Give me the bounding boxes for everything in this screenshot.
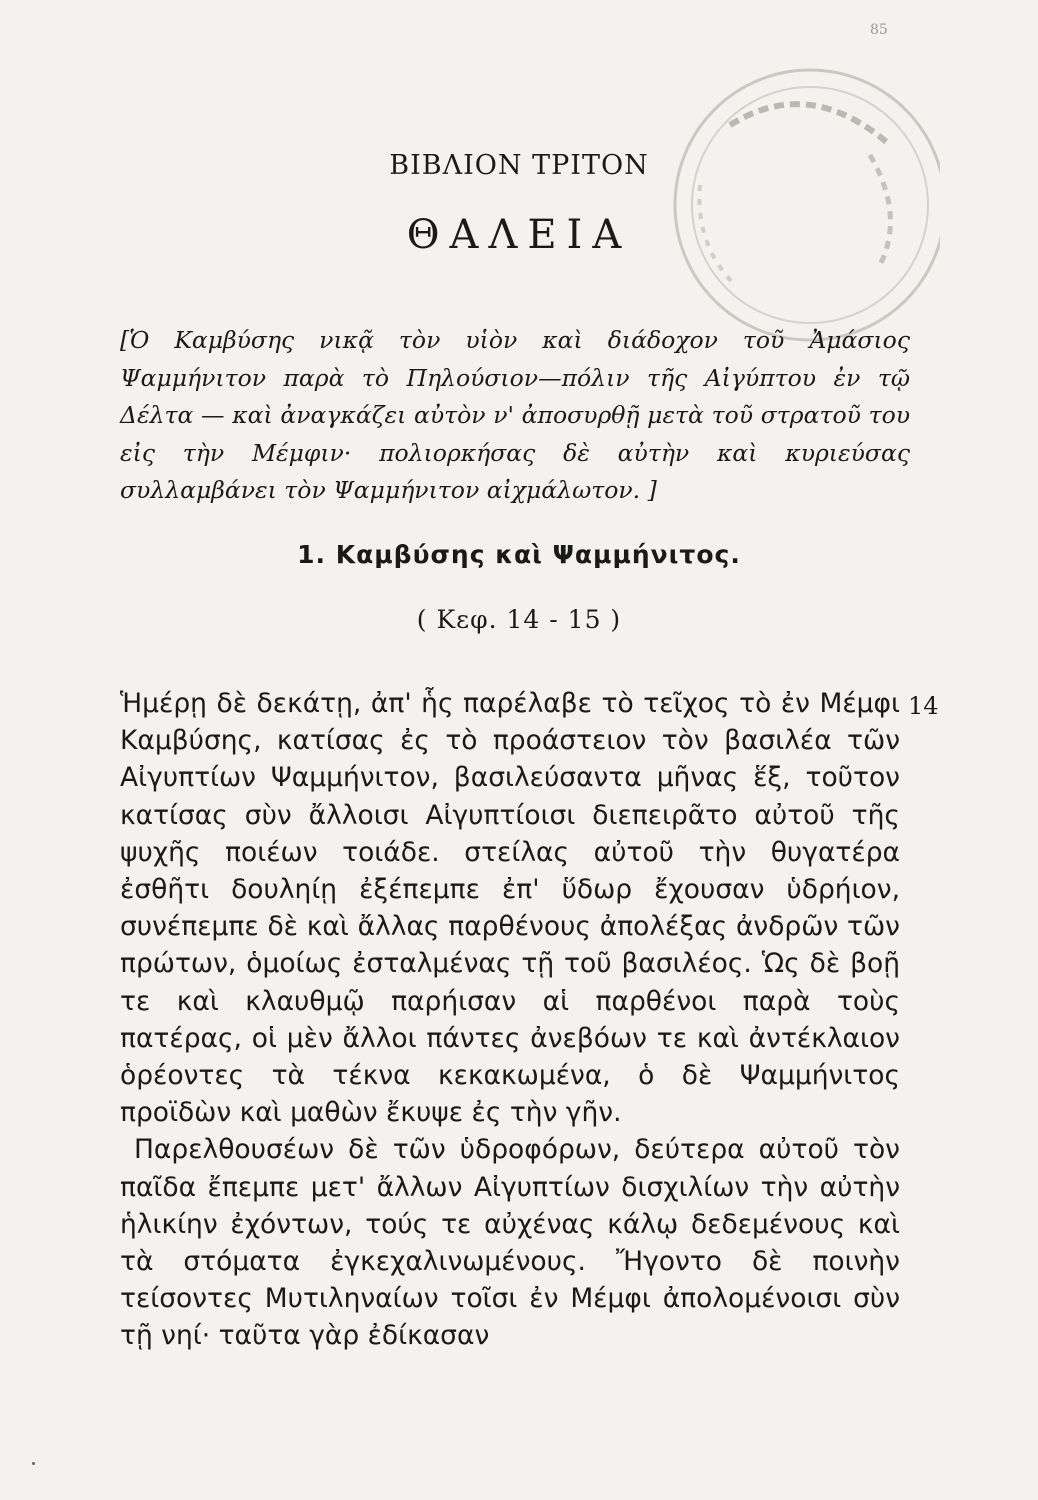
- main-text: [120, 685, 900, 1355]
- part-title: ΘΑΛΕΙΑ: [406, 212, 632, 258]
- margin-chapter-number: 14: [908, 692, 939, 720]
- library-stamp: [640, 55, 940, 355]
- summary-text: [Ὁ Καμβύσης νικᾷ τὸν υἱὸν καὶ διάδοχον τοῦ Ἀμάσιος Ψαμμήνιτον παρὰ τὸ Πηλούσιον—πόλιν τῆς Αἰγύπτου ἐν τῷ Δέλτα — καὶ ἀναγκάζει αὐτὸν ν' ἀποσυρθῇ μετὰ τοῦ στρατοῦ του εἰς τὴν Μέμφιν· πολιορκήσας δὲ αὐτὴν καὶ κυριεύσας συλλαμβάνει τὸν Ψαμμήνιτον αἰχμάλωτον. ]: [120, 326, 910, 504]
- paragraph: Παρελθουσέων δὲ τῶν ὑδροφόρων, δεύτερα αὐτοῦ τὸν παῖδα ἔπεμπε μετ' ἄλλων Αἰγυπτίων δισχιλίων τὴν αὐτὴν ἡλικίην ἐχόντων, τούς τε αὐχένας κάλῳ δεδεμένους καὶ τὰ στόματα ἐγκεχαλινωμένους. Ἤγοντο δὲ ποινὴν τείσοντες Μυτιληναίων τοῖσι ἐν Μέμφι ἀπολομένοισι σὺν τῇ νηί· ταῦτα γὰρ ἐδίκασαν: [120, 1134, 900, 1352]
- paragraph: Ἡμέρῃ δὲ δεκάτῃ, ἀπ' ἧς παρέλαβε τὸ τεῖχος τὸ ἐν Μέμφι Καμβύσης, κατίσας ἐς τὸ προάστειον τὸν βασιλέα τῶν Αἰγυπτίων Ψαμμήνιτον, βασιλεύσαντα μῆνας ἕξ, τοῦτον κατίσας σὺν ἄλλοισι Αἰγυπτίοισι διεπειρᾶτο αὐτοῦ τῆς ψυχῆς ποιέων τοιάδε. στείλας αὐτοῦ τὴν θυγατέρα ἐσθῆτι δουληίῃ ἐξέπεμπε ἐπ' ὕδωρ ἔχουσαν ὑδρήιον, συνέπεμπε δὲ καὶ ἄλλας παρθένους ἀπολέξας ἀνδρῶν τῶν πρώτων, ὁμοίως ἐσταλμένας τῇ τοῦ βασιλέος. Ὡς δὲ βοῇ τε καὶ κλαυθμῷ παρήισαν αἱ παρθένοι παρὰ τοὺς πατέρας, οἱ μὲν ἄλλοι πάντες ἀνεβόων τε καὶ ἀντέκλαιον ὁρέοντες τὰ τέκνα κεκακωμένα, ὁ δὲ Ψαμμήνιτος προϊδὼν καὶ μαθὼν ἔκυψε ἐς τὴν γῆν.: [120, 688, 900, 1129]
- page-number: 85: [870, 22, 888, 38]
- book-title: ΒΙΒΛΙΟΝ ΤΡΙΤΟΝ: [389, 150, 649, 181]
- dust-speck: [32, 1462, 35, 1465]
- chapter-summary: [120, 322, 910, 510]
- section-chapters: ( Κεφ. 14 - 15 ): [416, 605, 622, 634]
- section-title: 1. Καμβύσης καὶ Ψαμμήνιτος.: [297, 540, 741, 569]
